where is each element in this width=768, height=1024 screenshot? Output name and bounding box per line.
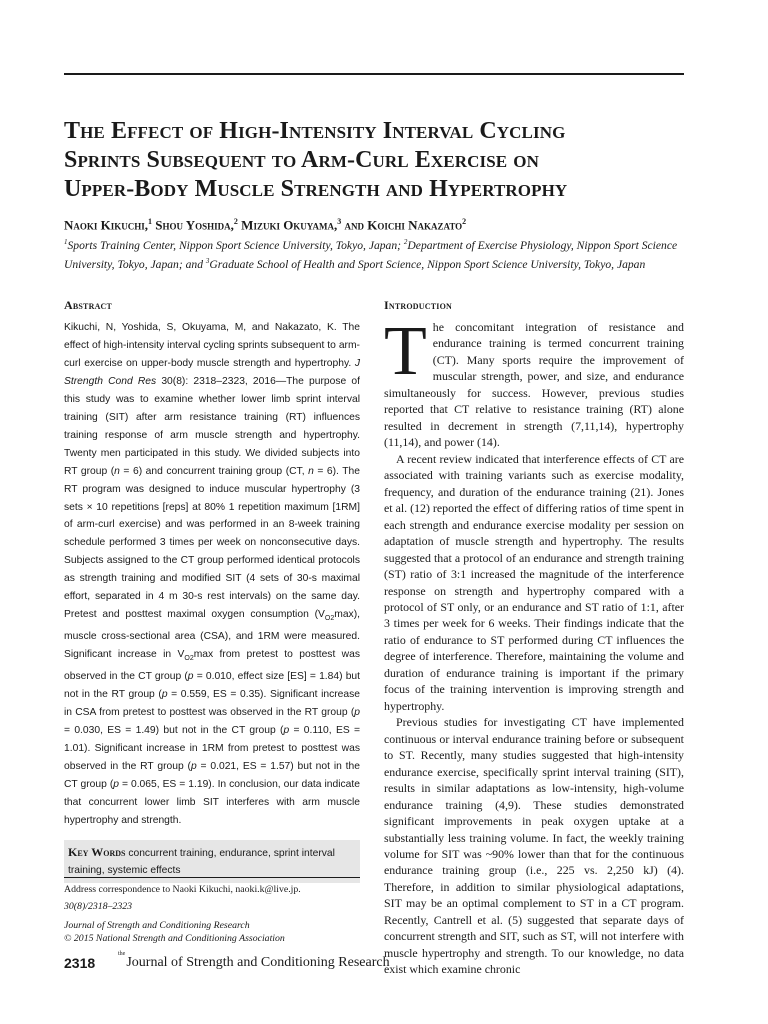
journal-the: the [118, 951, 126, 957]
abstract-segment: = 0.559, ES = 0.35). Significant increase in CSA from pretest to posttest was observed in the RT group ( [64, 689, 360, 719]
author-affil-mark: 2 [462, 217, 467, 226]
abstract-segment: O2 [184, 655, 194, 663]
keywords-label: Key Words [68, 844, 126, 859]
abstract-segment: n [308, 465, 314, 477]
author-name: Shou Yoshida, [152, 217, 234, 233]
affil-text: Graduate School of Health and Sport Science, Nippon Sport Science University, Tokyo, Japan [209, 257, 646, 271]
abstract-segment: J Strength Cond Res [64, 357, 360, 387]
abstract-segment: = 0.110, ES = 1.01). Significant increase in 1RM from pretest to posttest was observed in the RT group ( [64, 725, 360, 772]
abstract-segment: n [114, 465, 120, 477]
author-affil-mark: 2 [233, 217, 238, 226]
journal-footer-name: Journal of Strength and Conditioning Research [126, 955, 390, 970]
author-affil-mark: 1 [148, 217, 153, 226]
author-affil-mark: 3 [337, 217, 342, 226]
title-line: Sprints Subsequent to Arm-Curl Exercise on [64, 147, 539, 173]
abstract-segment: p [190, 760, 197, 772]
correspondence-note: Address correspondence to Naoki Kikuchi, naoki.k@live.jp. [64, 884, 301, 895]
abstract-segment: = 0.030, ES = 1.49) but not in the CT group ( [64, 725, 284, 737]
keywords-text: concurrent training, endurance, sprint interval training, systemic effects [68, 847, 335, 876]
journal-note: Journal of Strength and Conditioning Research [64, 920, 250, 932]
author-name: Mizuki Okuyama, [237, 217, 338, 233]
author-list [64, 214, 684, 233]
left-column [64, 298, 360, 883]
journal-footer [118, 951, 390, 971]
page-number: 2318 [64, 955, 96, 971]
affiliations [64, 235, 684, 272]
abstract-segment: p [113, 778, 119, 790]
intro-paragraph: A recent review indicated that interference effects of CT are associated with training variants such as exercise modality, frequency, and duration of the endurance training (21). Jones et al. (12) reported the effect of differing ratios of time spent in each strength and endurance exercise modality per session on adaptation of muscle strength and hypertrophy. The results suggested that a protocol of an endurance and strength training (ST) ratio of 3:1 increased the magnitude of the interference response on strength and hypertrophy compared with a protocol of ST only, or an endurance and ST ratio of 1:1, after 3 times per week for 6 weeks. Their findings indicate that the ratio of endurance to ST performed during CT influences the degree of interference. Therefore, maintaining the volume and duration of endurance training is important if the primary focus of the training intervention is improving strength and hypertrophy. [384, 451, 684, 713]
intro-paragraph: Previous studies for investigating CT have implemented continuous or interval endurance training before or subsequent to ST. Recently, many studies suggested that high-intensity endurance exercise, specifically sprint interval training (SIT), results in similar adaptations as low-intensity, high-volume endurance training (4,9). These studies demonstrated significant improvements in peak oxygen uptake at a substantially less training volume. In fact, the weekly training volume for SIT was ~90% lower than that for the continuous endurance training group (i.e., 225 vs. 2,250 kJ) (4). Therefore, in addition to similar physiological adaptations, SIT may be an optimal complement to ST in a CT program. Recently, Cantrell et al. (5) suggested that separate days of concurrent strength and SIT, such as ST, will not interfere with muscle hypertrophy and strength. To our knowledge, no data exist which examine chronic [384, 715, 684, 977]
abstract-segment: max from pretest to posttest was observed in the CT group ( [64, 649, 360, 683]
author-name: Naoki Kikuchi, [64, 217, 149, 233]
right-column [384, 298, 684, 978]
drop-cap: T [384, 313, 427, 390]
citation-note: 30(8)/2318–2323 [64, 901, 133, 913]
affil-text: Department of Exercise Physiology, Nippon Sport Science University, Tokyo, Japan; and [64, 238, 678, 271]
footnote-rule [64, 877, 360, 878]
title-line: The Effect of High-Intensity Interval Cycling [64, 118, 566, 144]
intro-paragraph-text: he concomitant integration of resistance and endurance training is termed concurrent training (CT). Many sports require the improvement of muscular strength, power, and size, and endurance simultaneously for success. However, previous studies reported that CT relative to resistance training (RT) alone resulted in decrement in strength (7,11,14), hypertrophy (11,14), and power (14). [384, 320, 684, 450]
abstract-segment: max), muscle cross-sectional area (CSA), and 1RM were measured. Significant increase in V [64, 609, 360, 661]
affil-mark: 1 [64, 238, 68, 246]
copyright-note: © 2015 National Strength and Conditioning Association [64, 933, 285, 945]
introduction-body [384, 313, 684, 978]
intro-paragraph [384, 313, 684, 451]
abstract-segment: = 0.065, ES = 1.19). In conclusion, our data indicate that concurrent lower limb SIT interferes with arm muscle hypertrophy and strength. [64, 778, 360, 826]
abstract-segment: = 6) and concurrent training group (CT, [119, 465, 309, 477]
affil-mark: 2 [403, 238, 408, 246]
abstract-segment: = 6). The RT program was designed to induce muscular hypertrophy (3 sets × 10 repetitions [reps] at 80% 1 repetition maximum [1RM] of arm-curl exercise) and was performed in an 8-week training schedule performed 3 times per week on nonconsecutive days. Subjects assigned to the CT group performed identical protocols as strength training and modified SIT (4 sets of 30-s maximal effort, separated in 4 m 30-s rest intervals) on the same day. Pretest and posttest maximal oxygen consumption (V [64, 465, 360, 621]
author-name: and Koichi Nakazato [341, 217, 463, 233]
abstract-segment: 30(8): 2318–2323, 2016—The purpose of this study was to examine whether lower limb sprint interval training (SIT) after arm resistance training (RT) influences training response of arm muscle strength and hypertrophy. Twenty men participated in this study. We divided subjects into RT group ( [64, 375, 360, 477]
abstract-segment: Kikuchi, N, Yoshida, S, Okuyama, M, and Nakazato, K. The effect of high-intensity interval cycling sprints subsequent to arm-curl exercise on upper-body muscle strength and hypertrophy. [64, 322, 360, 369]
footnotes [64, 881, 360, 945]
title-line: Upper-Body Muscle Strength and Hypertrophy [64, 176, 568, 202]
abstract-heading: Abstract [64, 298, 113, 312]
abstract-text [64, 319, 360, 830]
introduction-heading: Introduction [384, 298, 452, 312]
affil-text: Sports Training Center, Nippon Sport Science University, Tokyo, Japan; [67, 238, 404, 252]
abstract-segment: p [187, 671, 194, 683]
abstract-segment: = 0.021, ES = 1.57) but not in the CT group ( [64, 760, 360, 790]
article-title [64, 117, 704, 204]
abstract-segment: = 0.010, effect size [ES] = 1.84) but not in the RT group ( [64, 671, 361, 701]
abstract-segment: p [354, 707, 360, 719]
abstract-segment: p [161, 689, 168, 701]
abstract-segment: p [283, 725, 290, 737]
abstract-segment: O2 [324, 615, 335, 623]
top-rule [64, 73, 684, 75]
affil-mark: 3 [205, 256, 210, 265]
